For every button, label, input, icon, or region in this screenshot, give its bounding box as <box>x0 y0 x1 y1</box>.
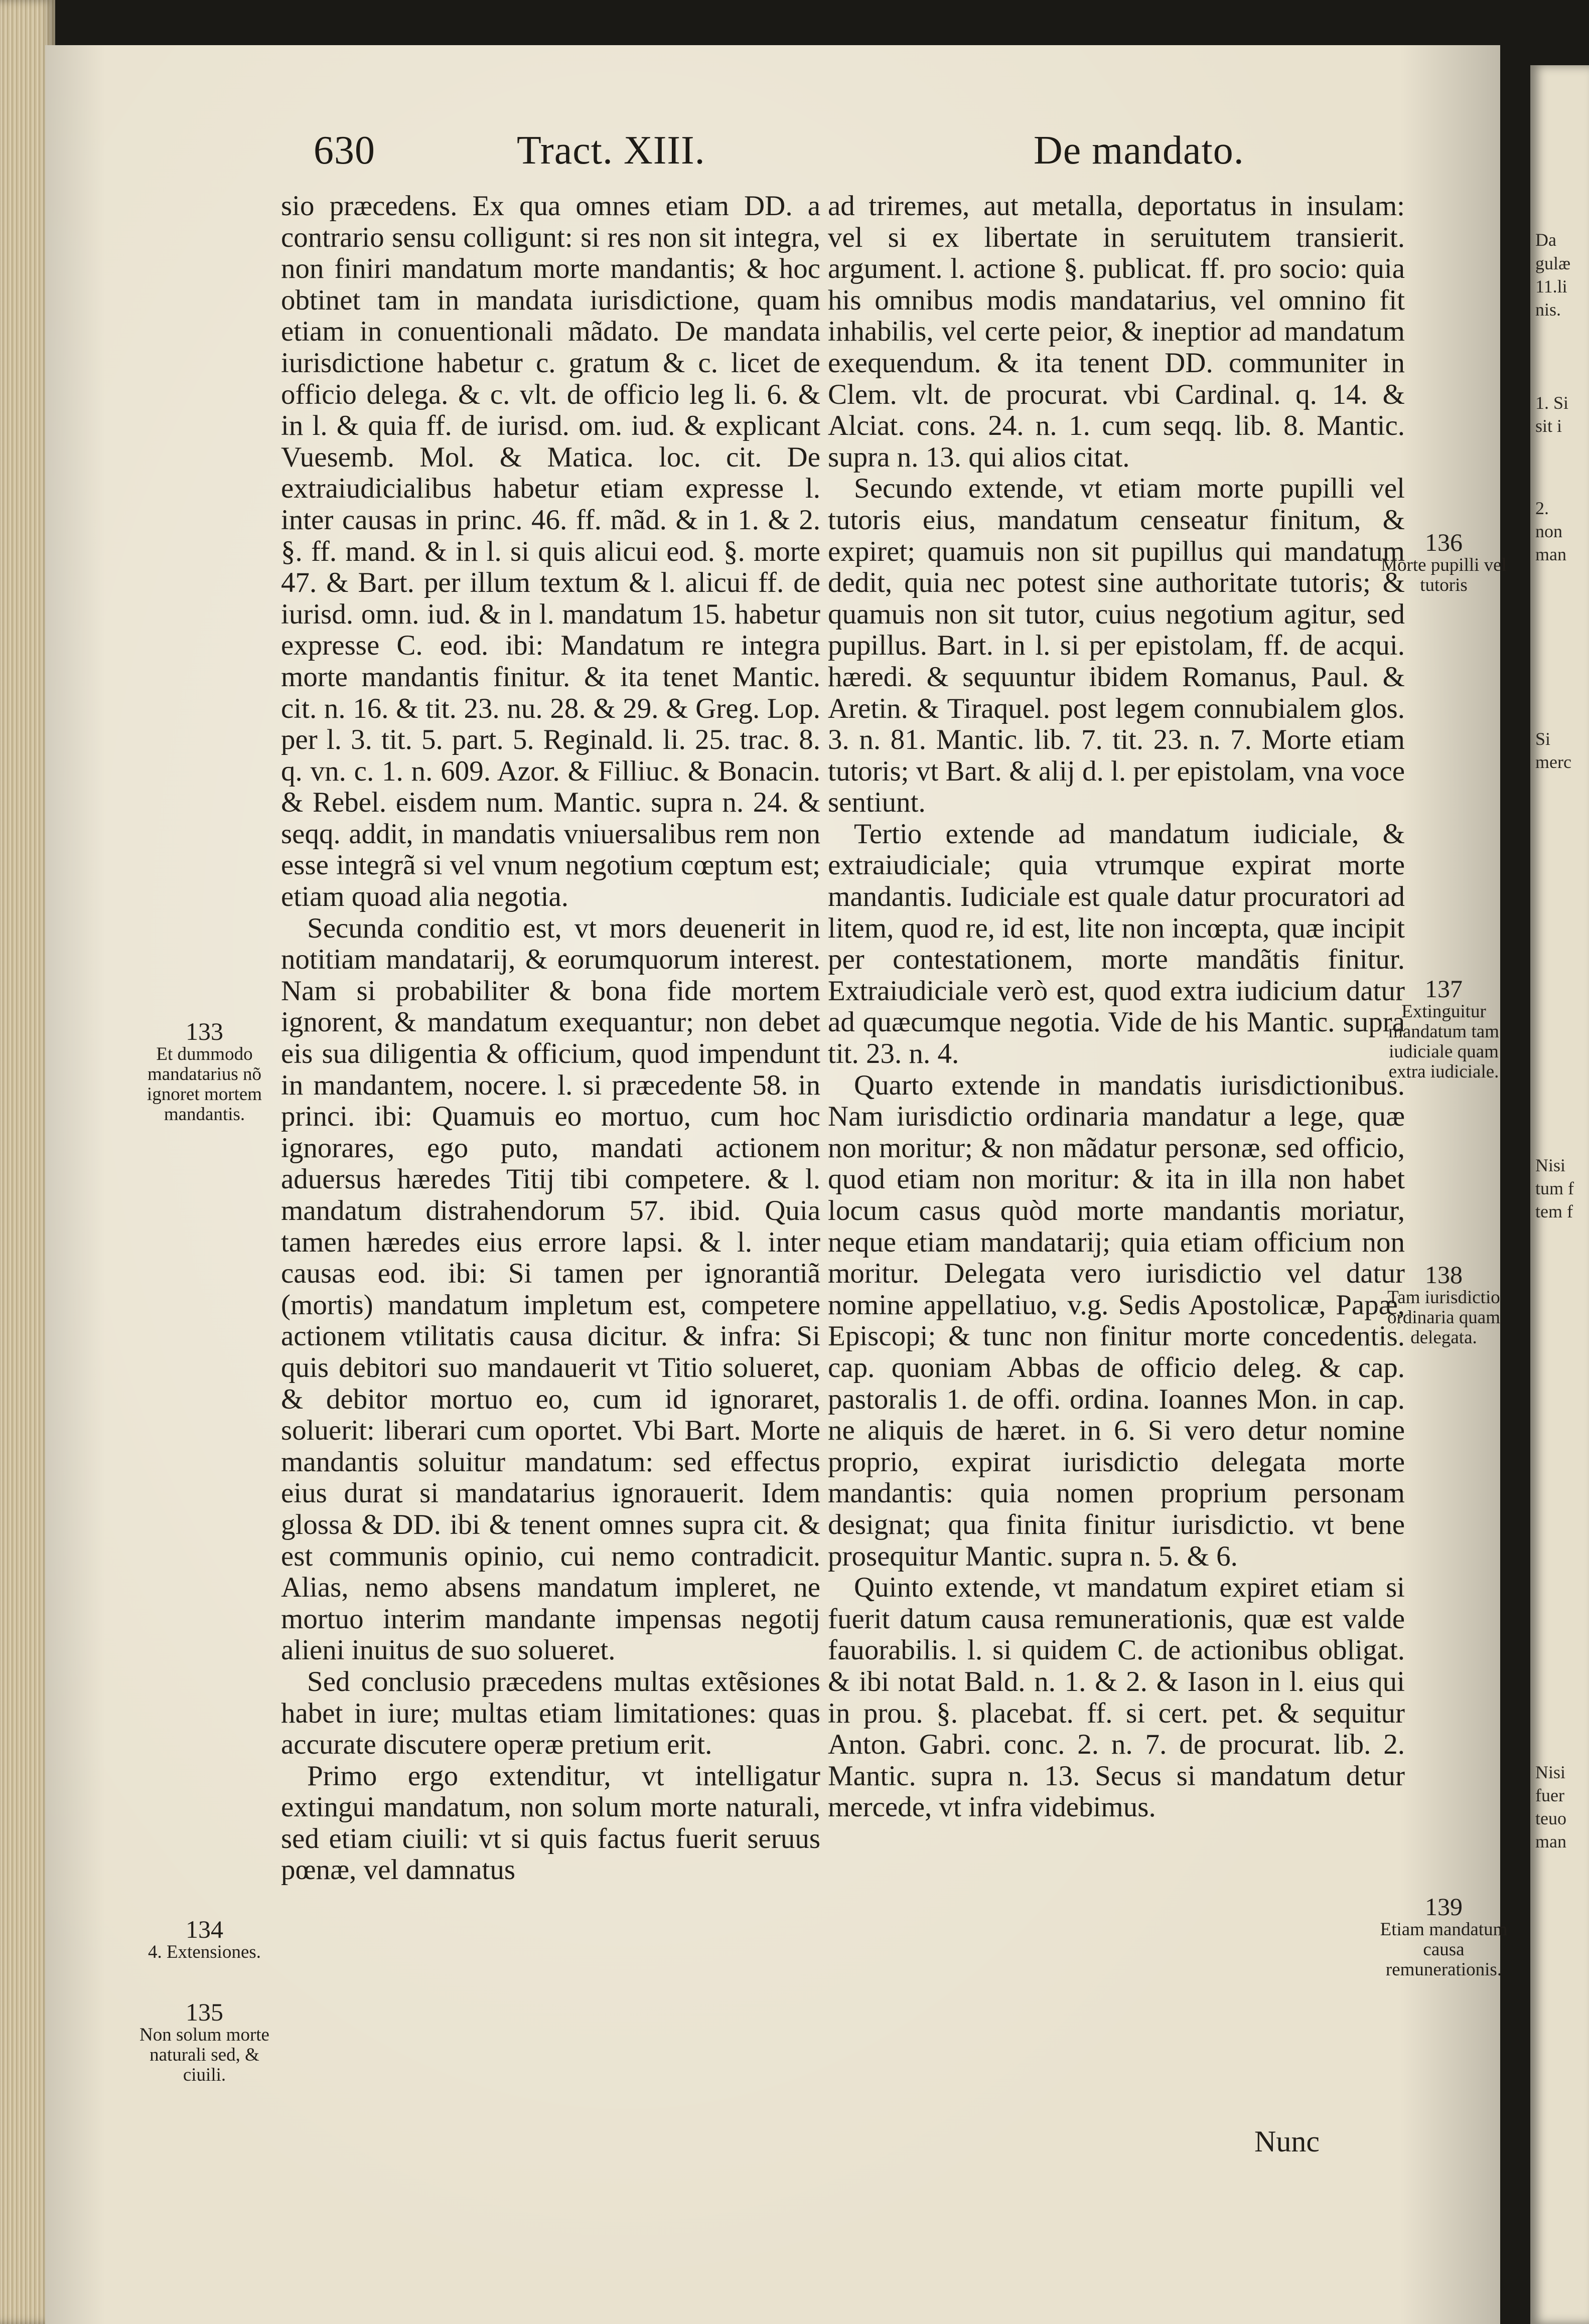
margin-note-text: Extinguitur mandatum tam iudiciale quam extra iudiciale. <box>1388 1001 1499 1082</box>
next-page-fragment: fuer <box>1535 1785 1564 1805</box>
right-text-column <box>828 191 1405 1823</box>
paragraph: Quarto extende in mandatis iurisdictionibus. Nam iurisdictio ordinaria mandatur a lege, quæ non moritur; & non mãdatur personæ, sed officio, quod etiam non moritur: & ita in illa non habet locum casus quòd morte mandantis moriatur, neque etiam mandatarij; quia etiam officium non moritur. Delegata vero iurisdictio vel datur nomine appellatiuo, v.g. Sedis Apostolicæ, Papæ, Episcopi; & tunc non finitur morte concedentis. cap. quoniam Abbas de officio deleg. & cap. pastoralis 1. de offi. ordina. Ioannes Mon. in cap. ne aliquis de hæret. in 6. Si vero detur nomine proprio, expirat iurisdictio delegata morte mandantis: quia nomen proprium personam designat; qua finita finitur iurisdictio. vt bene prosequitur Mantic. supra n. 5. & 6. <box>828 1069 1405 1572</box>
next-page-fragment: tem f <box>1535 1201 1573 1221</box>
margin-note <box>1377 1262 1510 1348</box>
margin-note-number: 138 <box>1425 1261 1463 1289</box>
paragraph: Quinto extende, vt mandatum expiret etiam si fuerit datum causa remunerationis, quæ est valde fauorabilis. l. si quidem C. de actionibus obligat. & ibi notat Bald. n. 1. & 2. & Iason in l. eius qui in prou. §. placebat. ff. si cert. pet. & sequitur Anton. Gabri. conc. 2. n. 7. de procurat. lib. 2. Mantic. supra n. 13. Secus si mandatum detur mercede, vt infra videbimus. <box>828 1572 1405 1823</box>
next-page-fragment: sit i <box>1535 416 1562 436</box>
margin-note <box>1377 976 1510 1082</box>
next-page-fragment: merc <box>1535 752 1571 772</box>
next-page-fragment: Da <box>1535 230 1556 250</box>
paragraph: Secunda conditio est, vt mors deuenerit in notitiam mandatarij, & eorumquorum interest. Nam si probabiliter & bona fide mortem ignorent, & mandatum exequantur; non debet eis sua diligentia & officium, quod impendunt in mandantem, nocere. l. si præcedente 58. in princi. ibi: Quamuis eo mortuo, cum hoc ignorares, ego puto, mandati actionem aduersus hæredes Titij tibi competere. & l. mandatum distrahendorum 57. ibid. Quia tamen hæredes eius errore lapsi. & l. inter causas eod. ibi: Si tamen per ignorantiã (mortis) mandatum impletum est, competere actionem vtilitatis causa dicitur. & infra: Si quis debitori suo mandauerit vt Titio solueret, & debitor mortuo eo, cum id ignoraret, soluerit: liberari cum oportet. Vbi Bart. Morte mandantis soluitur mandatum: sed effectus eius durat si mandatarius ignorauerit. Idem glossa & DD. ibi & tenent omnes supra cit. & est communis opinio, cui nemo contradicit. Alias, nemo absens mandatum impleret, ne mortuo interim mandante impensas negotij alieni inuitus de suo solueret. <box>281 912 820 1666</box>
running-title: Tract. XIII. <box>517 128 705 173</box>
margin-note <box>138 1916 271 1962</box>
next-page-fragment: tum f <box>1535 1178 1574 1198</box>
next-page-fragment: teuo <box>1535 1808 1566 1828</box>
margin-note-text: Et dummodo mandatarius nõ ignoret mortem mandantis. <box>147 1044 262 1125</box>
next-page-fragment: 1. Si <box>1535 393 1569 413</box>
margin-note-text: Non solum morte naturali sed, & ciuili. <box>139 2025 269 2085</box>
next-page-fragment: Nisi <box>1535 1155 1566 1175</box>
paragraph: Tertio extende ad mandatum iudiciale, & extraiudiciale; quia vtrumque expirat morte mandantis. Iudiciale est quale datur procuratori ad litem, quod re, id est, lite non incœpta, quæ incipit per contestationem, morte mandãtis finitur. Extraiudiciale verò est, quod extra iudicium datur ad quæcumque negotia. Vide de his Mantic. supra tit. 23. n. 4. <box>828 818 1405 1070</box>
paragraph: ad triremes, aut metalla, deportatus in insulam: vel si ex libertate in seruitutem transierit. argument. l. actione §. publicat. ff. pro socio: quia his omnibus modis mandatarius, vel omnino fit inhabilis, vel certe peior, & ineptior ad mandatum exequendum. & ita tenent DD. communiter in Clem. vlt. de procurat. vbi Cardinal. q. 14. & Alciat. cons. 24. n. 1. cum seqq. lib. 8. Mantic. supra n. 13. qui alios citat. <box>828 190 1405 473</box>
margin-note <box>1377 529 1510 595</box>
margin-note-text: 4. Extensiones. <box>148 1942 261 1962</box>
paragraph: Primo ergo extenditur, vt intelligatur extingui mandatum, non solum morte naturali, sed etiam ciuili: vt si quis factus fuerit seruus pœnæ, vel damnatus <box>281 1760 820 1886</box>
paragraph: sio præcedens. Ex qua omnes etiam DD. a contrario sensu colligunt: si res non sit integra, non finiri mandatum morte mandantis; & hoc obtinet tam in mandata iurisdictione, quam etiam in conuentionali mãdato. De mandata iurisdictione habetur c. gratum & c. licet de officio delega. & c. vlt. de officio leg li. 6. & in l. & quia ff. de iurisd. om. iud. & explicant Vuesemb. Mol. & Matica. loc. cit. De extraiudicialibus habetur etiam expresse l. inter causas in princ. 46. ff. mãd. & in 1. & 2. §. ff. mand. & in l. si quis alicui eod. §. morte 47. & Bart. per illum textum & l. alicui ff. de iurisd. omn. iud. & in l. mandatum 15. habetur expresse C. eod. ibi: Mandatum re integra morte mandantis finitur. & ita tenet Mantic. cit. n. 16. & tit. 23. nu. 28. & 29. & Greg. Lop. per l. 3. tit. 5. part. 5. Reginald. li. 25. trac. 8. q. vn. c. 1. n. 609. Azor. & Filliuc. & Bonacin. & Rebel. eisdem num. Mantic. supra n. 24. & seqq. addit, in mandatis vniuersalibus rem non esse integrã si vel vnum negotium cœptum est; etiam quoad alia negotia. <box>281 190 820 913</box>
section-title: De mandato. <box>1034 128 1244 173</box>
margin-note-number: 133 <box>186 1017 223 1045</box>
next-page-fragment: man <box>1535 544 1566 564</box>
margin-note-number: 139 <box>1425 1893 1463 1921</box>
next-page-fragment: nis. <box>1535 299 1561 320</box>
next-page-fragment: non <box>1535 521 1562 541</box>
paragraph: Secundo extende, vt etiam morte pupilli vel tutoris eius, mandatum censeatur finitum, & expiret; quamuis non sit pupillus qui mandatum dedit, quia nec potest sine authoritate tutoris; & quamuis non sit tutor, cuius negotium agitur, sed pupillus. Bart. in l. si per epistolam, ff. de acqui. hæredi. & sequuntur ibidem Romanus, Paul. & Aretin. & Tiraquel. post legem connubialem glos. 3. n. 81. Mantic. lib. 7. tit. 23. n. 7. Morte etiam tutoris; vt Bart. & alij d. l. per epistolam, vna voce sentiunt. <box>828 473 1405 819</box>
margin-note <box>1377 1894 1510 1980</box>
margin-note-number: 137 <box>1425 975 1463 1003</box>
paragraph: Sed conclusio præcedens multas extẽsiones habet in iure; multas etiam limitationes: quas accurate discutere operæ pretium erit. <box>281 1665 820 1761</box>
page-number: 630 <box>314 128 375 173</box>
catchword: Nunc <box>1254 2125 1320 2158</box>
margin-note-text: Morte pupilli vel tutoris <box>1381 555 1507 595</box>
margin-note <box>138 1018 271 1125</box>
next-page-fragment: man <box>1535 1831 1566 1851</box>
next-page-fragment: 2. <box>1535 498 1549 518</box>
margin-note-number: 136 <box>1425 528 1463 556</box>
margin-note-number: 134 <box>186 1915 223 1943</box>
margin-note-text: Etiam mandatum causa remunerationis. <box>1380 1919 1508 1980</box>
margin-note-text: Tam iurisdictio ordinaria quam delegata. <box>1387 1287 1500 1348</box>
next-page-fragment: 11.li <box>1535 276 1567 296</box>
margin-note-number: 135 <box>186 1998 223 2026</box>
next-page-fragment: Si <box>1535 729 1551 749</box>
margin-note <box>138 1999 271 2085</box>
next-page-fragment: Nisi <box>1535 1762 1566 1782</box>
next-page-edge <box>1530 65 1589 2324</box>
next-page-fragment: gulæ <box>1535 253 1571 273</box>
left-text-column <box>281 191 820 1886</box>
